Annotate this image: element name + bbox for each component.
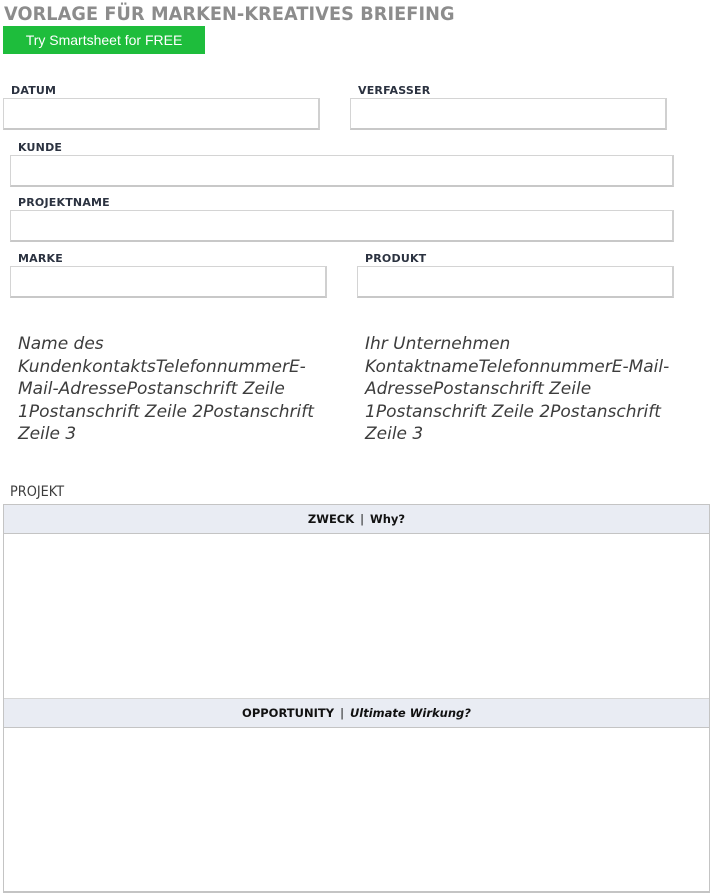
client-contact-block: Name des KundenkontaktsTelefonnummerE-Mail-AdressePostanschrift Zeile 1Postanschrift Zeile 2Postanschrift Zeile 3 [18, 334, 314, 444]
zweck-question: Why? [370, 512, 406, 526]
opportunity-heading: OPPORTUNITY [242, 706, 335, 720]
company-contact-block: Ihr Unternehmen KontaktnameTelefonnummerE-Mail-AdressePostanschrift Zeile 1Postanschrift Zeile 2Postanschrift Zeile 3 [365, 334, 670, 444]
page-title: VORLAGE FÜR MARKEN-KREATIVES BRIEFING [4, 3, 455, 25]
marke-label: MARKE [18, 252, 63, 265]
zweck-content-cell[interactable] [4, 534, 709, 698]
zweck-header [4, 505, 709, 534]
kunde-label: KUNDE [18, 141, 63, 154]
try-smartsheet-button[interactable]: Try Smartsheet for FREE [3, 26, 205, 54]
projektname-label: PROJEKTNAME [18, 196, 110, 209]
produkt-label: PRODUKT [365, 252, 427, 265]
opportunity-content-cell[interactable] [4, 728, 709, 892]
opportunity-question: Ultimate Wirkung? [349, 706, 471, 720]
marke-field[interactable] [10, 266, 327, 298]
datum-label: DATUM [11, 84, 57, 97]
zweck-separator: | [360, 512, 365, 526]
project-table [3, 504, 710, 893]
projektname-field[interactable] [10, 210, 674, 242]
verfasser-label: VERFASSER [358, 84, 431, 97]
zweck-heading: ZWECK [307, 512, 355, 526]
opportunity-separator: | [340, 706, 344, 720]
opportunity-header [4, 698, 709, 728]
kunde-field[interactable] [10, 155, 674, 187]
produkt-field[interactable] [357, 266, 674, 298]
project-section-label: PROJEKT [10, 484, 65, 500]
datum-field[interactable] [3, 98, 320, 130]
verfasser-field[interactable] [350, 98, 667, 130]
